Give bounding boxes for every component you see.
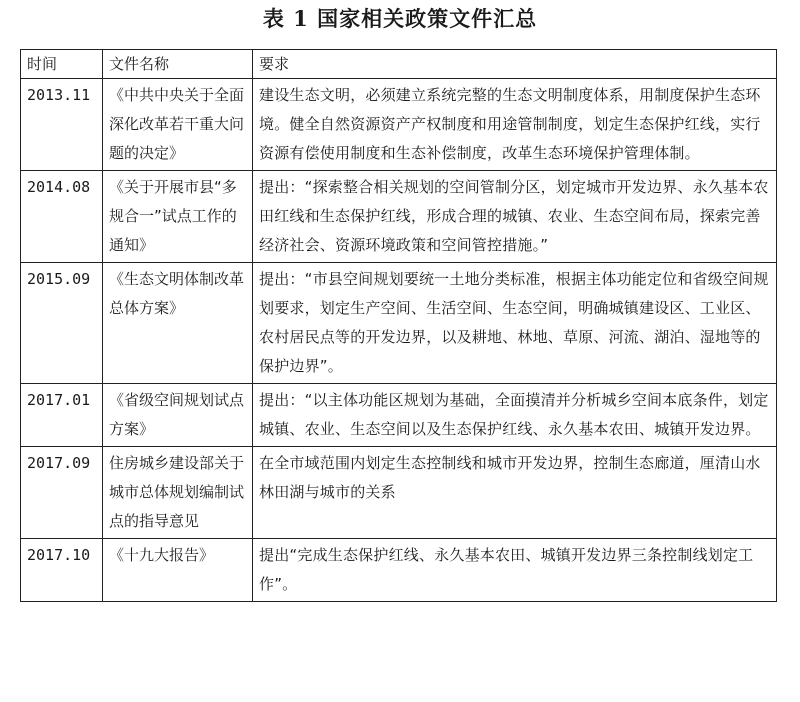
cell-requirement: 提出“完成生态保护红线、永久基本农田、城镇开发边界三条控制线划定工作”。 [253,539,777,602]
header-requirement: 要求 [253,50,777,79]
cell-name: 《省级空间规划试点方案》 [103,384,253,447]
table-row [21,384,777,447]
table-row [21,171,777,263]
cell-name: 《关于开展市县“多规合一”试点工作的通知》 [103,171,253,263]
cell-requirement: 提出：“探索整合相关规划的空间管制分区，划定城市开发边界、永久基本农田红线和生态保护红线，形成合理的城镇、农业、生态空间布局，探索完善经济社会、资源环境政策和空间管控措施。” [253,171,777,263]
cell-name: 《生态文明体制改革总体方案》 [103,263,253,384]
policy-table [20,49,777,602]
table-row [21,263,777,384]
cell-requirement: 提出：“以主体功能区规划为基础，全面摸清并分析城乡空间本底条件，划定城镇、农业、生态空间以及生态保护红线、永久基本农田、城镇开发边界。 [253,384,777,447]
table-row [21,447,777,539]
header-name: 文件名称 [103,50,253,79]
cell-name: 住房城乡建设部关于城市总体规划编制试点的指导意见 [103,447,253,539]
cell-time: 2017.01 [21,384,103,447]
table-row [21,79,777,171]
cell-time: 2017.09 [21,447,103,539]
cell-time: 2017.10 [21,539,103,602]
table-title: 表 1 国家相关政策文件汇总 [262,6,538,31]
cell-requirement: 建设生态文明，必须建立系统完整的生态文明制度体系，用制度保护生态环境。健全自然资源资产产权制度和用途管制制度，划定生态保护红线，实行资源有偿使用制度和生态补偿制度，改革生态环境保护管理体制。 [253,79,777,171]
header-row [21,50,777,79]
cell-name: 《中共中央关于全面深化改革若干重大问题的决定》 [103,79,253,171]
cell-time: 2015.09 [21,263,103,384]
cell-requirement: 提出：“市县空间规划要统一土地分类标准，根据主体功能定位和省级空间规划要求，划定生产空间、生活空间、生态空间，明确城镇建设区、工业区、农村居民点等的开发边界，以及耕地、林地、草原、河流、湖泊、湿地等的保护边界”。 [253,263,777,384]
cell-requirement: 在全市域范围内划定生态控制线和城市开发边界，控制生态廊道，厘清山水林田湖与城市的关系 [253,447,777,539]
table-row [21,539,777,602]
cell-time: 2014.08 [21,171,103,263]
cell-time: 2013.11 [21,79,103,171]
cell-name: 《十九大报告》 [103,539,253,602]
header-time: 时间 [21,50,103,79]
